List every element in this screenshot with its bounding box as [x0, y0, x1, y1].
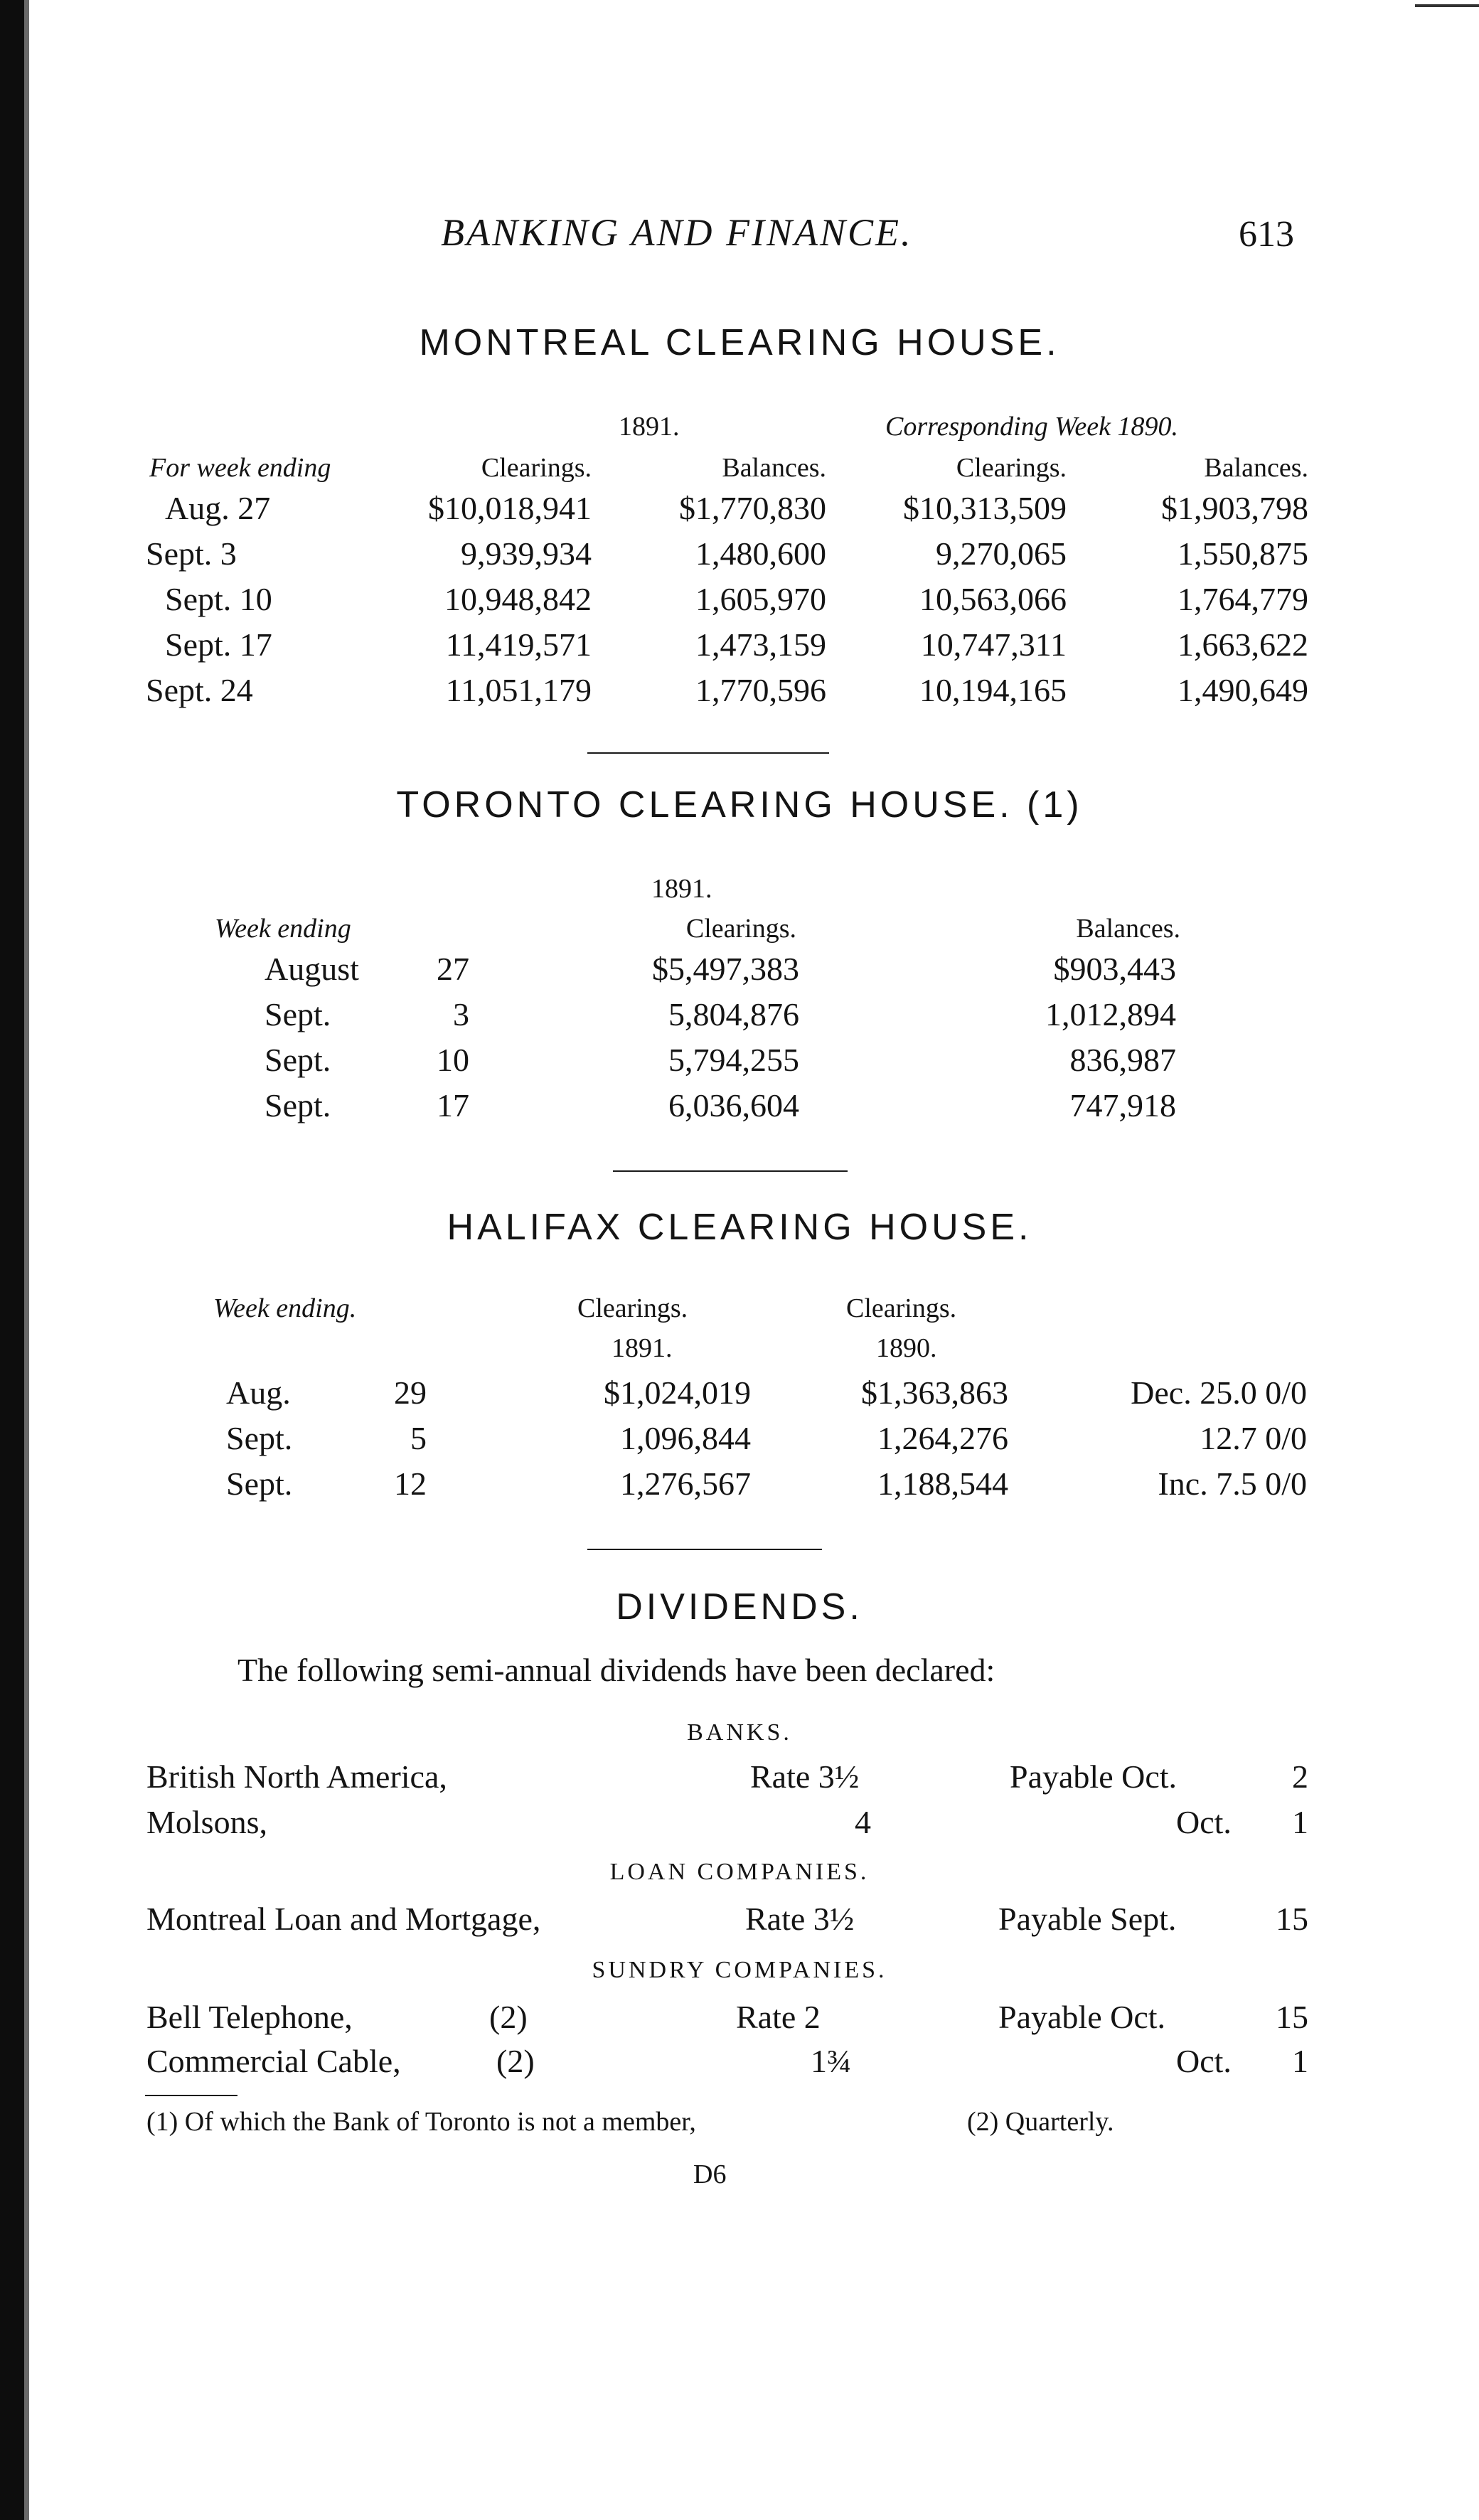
halifax-year-1890: 1890.: [876, 1333, 937, 1363]
running-head: BANKING AND FINANCE.: [441, 211, 913, 254]
week: Sept. 3: [146, 535, 237, 572]
clearings: 11,051,179: [445, 672, 592, 708]
clearings-prev: 9,270,065: [936, 535, 1067, 572]
montreal-col-balances-prev: Balances.: [1204, 453, 1308, 483]
day: 5: [410, 1420, 427, 1456]
balances: 1,605,970: [695, 581, 826, 617]
montreal-col-week: For week ending: [149, 453, 331, 483]
balances: 747,918: [1069, 1087, 1176, 1123]
halifax-col-week: Week ending.: [213, 1293, 357, 1323]
month: Sept.: [265, 1042, 331, 1078]
halifax-title: HALIFAX CLEARING HOUSE.: [447, 1207, 1032, 1248]
day: 3: [453, 996, 469, 1032]
day: 15: [1276, 1999, 1308, 2035]
day: 10: [437, 1042, 469, 1078]
scan-corner-mark: [1415, 4, 1479, 7]
page-binding-shadow: [24, 0, 29, 2520]
payable: Payable Sept.: [998, 1901, 1177, 1937]
footnote-1: (1) Of which the Bank of Toronto is not a member,: [146, 2107, 696, 2137]
signature-mark: D6: [693, 2159, 727, 2189]
clearings: $10,018,941: [428, 490, 592, 526]
clearings-1890: 1,188,544: [877, 1465, 1008, 1502]
clearings-prev: 10,563,066: [919, 581, 1067, 617]
footnote-ref: (2): [489, 1999, 528, 2035]
section-divider: [587, 1549, 822, 1550]
day: 29: [394, 1374, 427, 1411]
month: Sept.: [265, 1087, 331, 1123]
clearings-prev: $10,313,509: [903, 490, 1067, 526]
montreal-title: MONTREAL CLEARING HOUSE.: [419, 322, 1060, 363]
day: 17: [437, 1087, 469, 1123]
clearings-1891: $1,024,019: [604, 1374, 751, 1411]
day: 27: [437, 951, 469, 987]
week: Aug. 27: [165, 490, 271, 526]
clearings: $5,497,383: [652, 951, 799, 987]
month: Sept.: [265, 996, 331, 1032]
loan-companies-heading: LOAN COMPANIES.: [609, 1859, 870, 1885]
month: Aug.: [226, 1374, 291, 1411]
week: Sept. 24: [146, 672, 253, 708]
montreal-year-1891: 1891.: [619, 412, 680, 442]
toronto-col-week: Week ending: [215, 914, 351, 944]
banks-heading: BANKS.: [687, 1719, 792, 1746]
footnote-rule: [145, 2095, 237, 2096]
rate: Rate 3½: [750, 1758, 860, 1795]
page-number: 613: [1239, 214, 1294, 255]
month: Sept.: [226, 1465, 293, 1502]
rate: Rate 3½: [745, 1901, 855, 1937]
toronto-col-balances: Balances.: [1076, 914, 1180, 944]
toronto-title: TORONTO CLEARING HOUSE. (1): [396, 784, 1083, 826]
payable: Oct.: [1176, 1804, 1232, 1840]
clearings: 9,939,934: [461, 535, 592, 572]
balances: 1,473,159: [695, 626, 826, 663]
clearings-1890: 1,264,276: [877, 1420, 1008, 1456]
balances: 1,012,894: [1045, 996, 1176, 1032]
balances: 1,770,596: [695, 672, 826, 708]
day: 1: [1292, 2043, 1308, 2079]
company-name: Molsons,: [146, 1804, 267, 1840]
toronto-year: 1891.: [651, 874, 712, 904]
balances: $1,770,830: [679, 490, 826, 526]
balances-prev: 1,490,649: [1178, 672, 1308, 708]
payable: Payable Oct.: [998, 1999, 1166, 2035]
balances-prev: 1,550,875: [1178, 535, 1308, 572]
company-name: Commercial Cable,: [146, 2043, 401, 2079]
toronto-col-clearings: Clearings.: [685, 914, 796, 944]
company-name: Montreal Loan and Mortgage,: [146, 1901, 541, 1937]
clearings-1891: 1,276,567: [620, 1465, 751, 1502]
change: Inc. 7.5 0/0: [1158, 1465, 1307, 1502]
section-divider: [613, 1170, 848, 1172]
rate: Rate 2: [736, 1999, 821, 2035]
montreal-col-clearings: Clearings.: [481, 453, 592, 483]
clearings: 5,804,876: [668, 996, 799, 1032]
clearings: 11,419,571: [445, 626, 592, 663]
halifax-col-clearings-1891: Clearings.: [577, 1293, 688, 1323]
payable: Payable Oct.: [1010, 1758, 1178, 1795]
rate: 4: [855, 1804, 871, 1840]
balances-prev: 1,764,779: [1178, 581, 1308, 617]
montreal-col-balances: Balances.: [722, 453, 826, 483]
clearings: 5,794,255: [668, 1042, 799, 1078]
clearings: 6,036,604: [668, 1087, 799, 1123]
day: 2: [1292, 1758, 1308, 1795]
clearings-1891: 1,096,844: [620, 1420, 751, 1456]
clearings-1890: $1,363,863: [861, 1374, 1008, 1411]
page-binding-edge: [0, 0, 24, 2520]
day: 15: [1276, 1901, 1308, 1937]
balances-prev: $1,903,798: [1161, 490, 1308, 526]
payable: Oct.: [1176, 2043, 1232, 2079]
sundry-companies-heading: SUNDRY COMPANIES.: [592, 1957, 887, 1983]
balances: $903,443: [1053, 951, 1176, 987]
clearings-prev: 10,747,311: [920, 626, 1067, 663]
week: Sept. 17: [165, 626, 272, 663]
halifax-year-1891: 1891.: [612, 1333, 673, 1363]
section-divider: [587, 752, 829, 754]
balances: 1,480,600: [695, 535, 826, 572]
company-name: British North America,: [146, 1758, 447, 1795]
balances-prev: 1,663,622: [1178, 626, 1308, 663]
rate: 1¾: [811, 2043, 852, 2079]
footnote-ref: (2): [496, 2043, 535, 2079]
company-name: Bell Telephone,: [146, 1999, 353, 2035]
clearings: 10,948,842: [444, 581, 592, 617]
day: 12: [394, 1465, 427, 1502]
balances: 836,987: [1069, 1042, 1176, 1078]
halifax-col-clearings-1890: Clearings.: [846, 1293, 957, 1323]
footnote-2: (2) Quarterly.: [967, 2107, 1114, 2137]
montreal-col-clearings-prev: Clearings.: [956, 453, 1067, 483]
clearings-prev: 10,194,165: [919, 672, 1067, 708]
month: Sept.: [226, 1420, 293, 1456]
dividends-intro: The following semi-annual dividends have been declared:: [237, 1652, 995, 1688]
month: August: [265, 951, 359, 987]
week: Sept. 10: [165, 581, 272, 617]
dividends-title: DIVIDENDS.: [616, 1586, 863, 1628]
change: Dec. 25.0 0/0: [1131, 1374, 1307, 1411]
montreal-year-1890: Corresponding Week 1890.: [885, 412, 1178, 442]
day: 1: [1292, 1804, 1308, 1840]
change: 12.7 0/0: [1200, 1420, 1307, 1456]
